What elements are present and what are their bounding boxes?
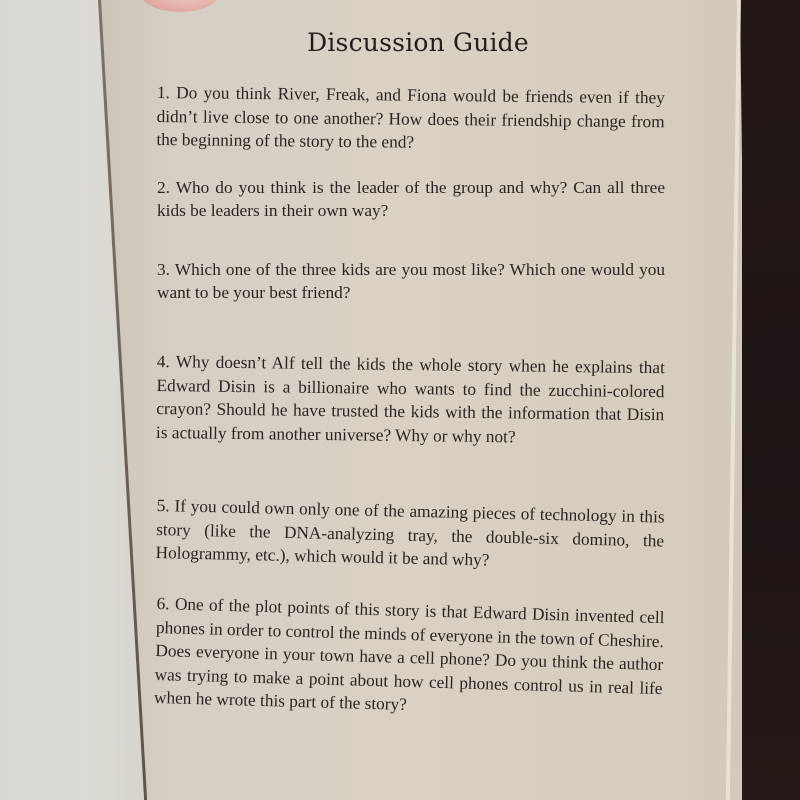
question-text: Which one of the three kids are you most like? Which one would you want to be your best friend? — [157, 259, 665, 302]
question-text: Who do you think is the leader of the group and why? Can all three kids be leaders in their own way? — [157, 177, 665, 220]
question-number: 6. — [156, 593, 170, 614]
question-5 — [155, 494, 664, 576]
question-number: 2. — [157, 177, 170, 197]
question-text: If you could own only one of the amazing pieces of technology in this story (like the DNA-analyzing tray, the double-six domino, the Hologrammy, etc.), which would it be and why? — [155, 495, 665, 570]
question-3 — [157, 258, 665, 305]
question-number: 1. — [156, 82, 170, 103]
question-4 — [156, 350, 665, 450]
dark-table-surface — [738, 0, 800, 800]
page-title: Discussion Guide — [307, 28, 529, 57]
question-text: Why doesn’t Alf tell the kids the whole story when he explains that Edward Disin is a billionaire who wants to find the zucchini-colored crayon? Should he have trusted the kids with the information that Disin is actually from another universe? Why or why not? — [155, 351, 665, 446]
question-6 — [154, 592, 665, 724]
question-text: Do you think River, Freak, and Fiona would be friends even if they didn’t live close to one another? How does their friendship change from the beginning of the story to the end? — [156, 83, 665, 152]
question-2 — [157, 176, 665, 223]
question-1 — [156, 81, 665, 157]
discussion-guide — [153, 28, 665, 715]
question-number: 3. — [157, 259, 170, 279]
question-text: One of the plot points of this story is that Edward Disin invented cell phones in order to control the minds of everyone in the town of Cheshire. Does everyone in your town have a cell phone? Do you think the author was trying to make a point about how cell phones control us in real life when he wrote this part of the story? — [153, 594, 665, 715]
question-number: 4. — [156, 351, 170, 371]
question-number: 5. — [156, 495, 170, 515]
